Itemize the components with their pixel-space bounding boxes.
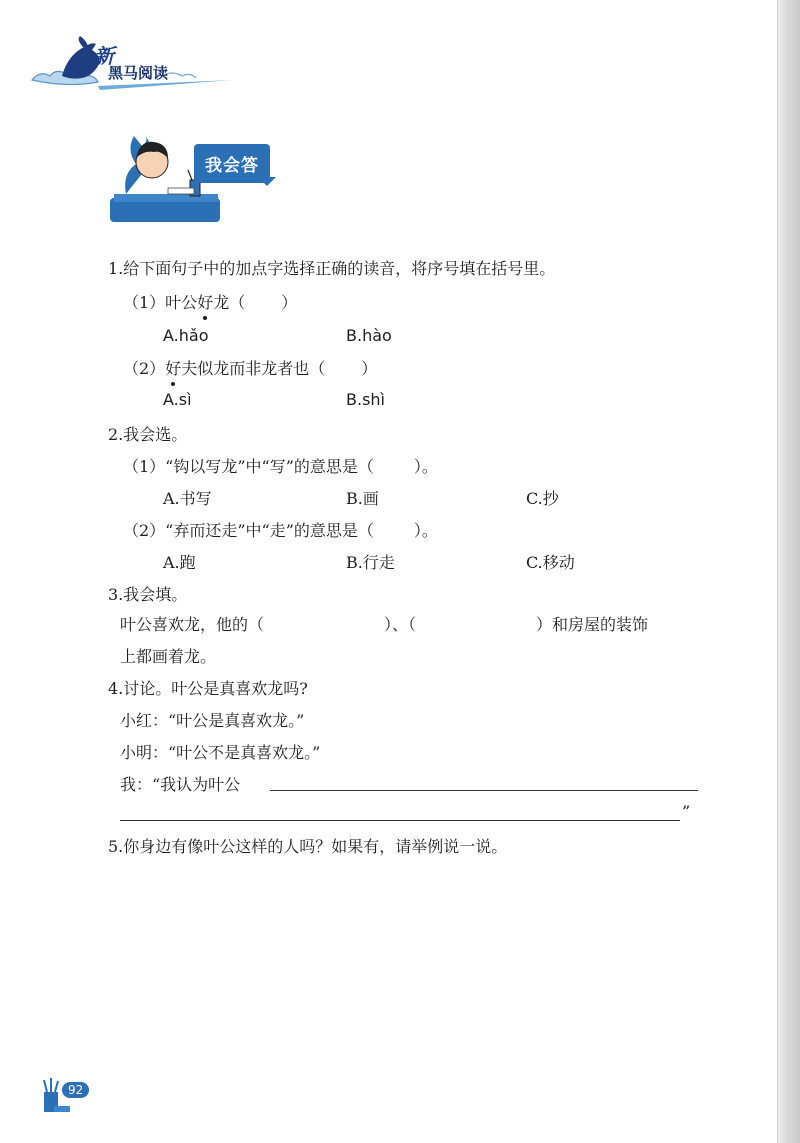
q1-item1-option-b: B.hào xyxy=(346,326,392,345)
q2-item1-option-a: A.书写 xyxy=(163,489,212,508)
q2-stem: 2.我会选。 xyxy=(108,425,188,444)
q1-item2 xyxy=(123,356,377,379)
q2-item2-text: （2）“弃而还走”中“走”的意思是（ xyxy=(123,521,374,540)
logo-char: 新 xyxy=(94,44,114,68)
q3-line1 xyxy=(120,612,648,635)
q4-xiaohong: 小红：“叶公是真喜欢龙。” xyxy=(120,711,305,730)
q4-xiaoming: 小明：“叶公不是真喜欢龙。” xyxy=(120,743,321,762)
q1-item1-option-a: A.hǎo xyxy=(163,326,209,345)
logo-name: 黑马阅读 xyxy=(108,64,169,82)
answer-line-2[interactable] xyxy=(120,820,680,821)
q3-line2: 上都画着龙。 xyxy=(120,647,217,666)
q2-item2 xyxy=(123,518,438,541)
page-number: 92 xyxy=(62,1082,89,1098)
q1-item2-pre: （2） xyxy=(123,359,166,378)
paren-close: ） xyxy=(281,293,298,312)
q2-item1-option-b: B.画 xyxy=(346,489,379,508)
page-edge xyxy=(777,0,800,1143)
closing-quote: ” xyxy=(682,802,691,821)
header-logo xyxy=(22,36,242,96)
q1-item1-dotted-char: 好 xyxy=(197,290,213,313)
section-badge: 我会答 xyxy=(194,144,270,183)
q3-line1-mid: ）、（ xyxy=(384,615,417,634)
q3-line1-pre: 叶公喜欢龙，他的（ xyxy=(120,615,265,634)
q2-item2-option-a: A.跑 xyxy=(163,553,196,572)
q1-item2-post: 夫似龙而非龙者也（ xyxy=(181,359,326,378)
q1-item2-dotted-char: 好 xyxy=(165,356,181,379)
q4-stem: 4.讨论。叶公是真喜欢龙吗? xyxy=(108,679,308,698)
paren-close: ）。 xyxy=(413,457,438,476)
q2-item1-text: （1）“钩以写龙”中“写”的意思是（ xyxy=(123,457,374,476)
q1-stem: 1.给下面句子中的加点字选择正确的读音，将序号填在括号里。 xyxy=(108,259,556,278)
q1-item1-post: 龙（ xyxy=(213,293,246,312)
q1-item2-option-a: A.sì xyxy=(163,390,192,409)
q4-me: 我：“我认为叶公 xyxy=(120,775,241,794)
q2-item1 xyxy=(123,454,438,477)
paren-close: ） xyxy=(361,359,378,378)
q5-stem: 5.你身边有像叶公这样的人吗？如果有，请举例说一说。 xyxy=(108,837,508,856)
q2-item2-option-b: B.行走 xyxy=(346,553,395,572)
q1-item2-option-b: B.shì xyxy=(346,390,385,409)
badge-tail xyxy=(258,177,276,186)
q3-stem: 3.我会填。 xyxy=(108,585,188,604)
page-footer xyxy=(40,1078,100,1118)
q1-item1-pre: （1）叶公 xyxy=(123,293,198,312)
answer-line-1[interactable] xyxy=(270,790,698,791)
q2-item1-option-c: C.抄 xyxy=(526,489,559,508)
q2-item2-option-c: C.移动 xyxy=(526,553,575,572)
q3-line1-post: ）和房屋的装饰 xyxy=(536,615,649,634)
q1-item1 xyxy=(123,290,297,313)
section-header xyxy=(108,128,288,228)
paren-close: ）。 xyxy=(413,521,438,540)
